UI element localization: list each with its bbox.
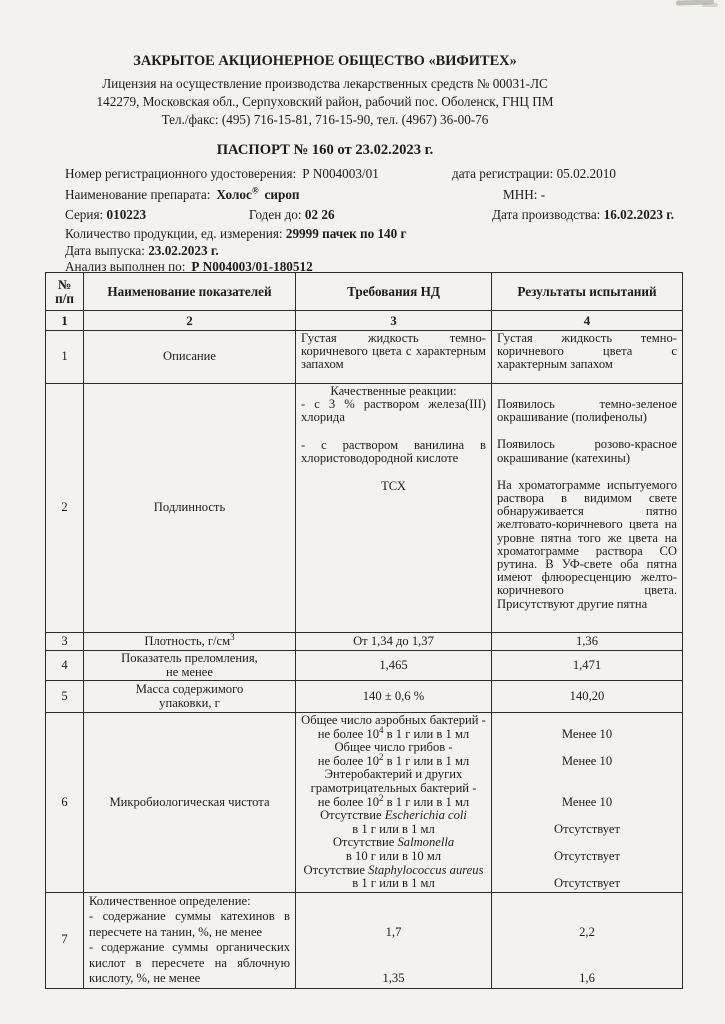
reg-number-label: Номер регистрационного удостоверения: [65,166,297,181]
table-row [46,681,683,713]
cell-res: 140,20 [492,681,683,713]
cell-name: Масса содержимого упаковки, г [84,681,296,713]
cell-num: 3 [46,633,84,651]
reg-number-value: Р N004003/01 [302,166,379,181]
company-name: ЗАКРЫТОЕ АКЦИОНЕРНОЕ ОБЩЕСТВО «ВИФИТЕХ» [133,53,517,69]
registration-meta [65,166,683,275]
analysis-label: Анализ выполнен по: [65,259,186,274]
drug-name-label: Наименование препарата: [65,187,211,202]
production-date-field: Дата производства: 16.02.2023 г. [492,207,675,222]
series-line [65,207,683,226]
cell-name: Подлинность [84,384,296,633]
inn-field: МНН: - [503,187,546,202]
column-header-1: № п/п [46,273,84,311]
cell-res: Менее 10 Менее 10 Менее 10 Отсутствует Отсутствует Отсутствует [492,713,683,893]
column-header-2: Наименование показателей [84,273,296,311]
registration-number-line [65,166,683,187]
analysis-value: Р N004003/01-180512 [191,259,313,274]
cell-num: 7 [46,892,84,988]
cell-name: Микробиологическая чистота [84,713,296,893]
quantity-label: Количество продукции, ед. измерения: [65,226,283,241]
cell-req: 1,465 [296,651,492,681]
cell-req: Общее число аэробных бактерий - не более $10^4$ в 1 г или в 1 мл Общее число грибов - не более $10^2$ в 1 г или в 1 мл Энтеробактерий и других грамотрицательных бактерий - не более $10^2$ в 1 г или в 1 мл Отсутствие Escherichia coli в 1 г или в 1 мл Отсутствие Salmonella в 10 г или в 10 мл Отсутствие Staphylococcus aureus в 1 г или в 1 мл [296,713,492,893]
column-number-2: 2 [84,311,296,331]
release-date-label: Дата выпуска: [65,243,145,258]
column-header-4: Результаты испытаний [492,273,683,311]
table-row [46,633,683,651]
cell-req: Густая жидкость темно-коричневого цвета с характерным запахом [296,331,492,384]
spec-table [45,272,683,989]
table-row [46,892,683,988]
drug-name-line [65,187,683,207]
cell-num: 6 [46,713,84,893]
cell-req: Качественные реакции: - с 3 % раствором железа(III) хлорида - с раствором ванилина в хлористоводородной кислоте ТСХ [296,384,492,633]
cell-req: От 1,34 до 1,37 [296,633,492,651]
drug-form-value: сироп [264,187,300,202]
cell-req: 140 ± 0,6 % [296,681,492,713]
quantity-line [65,226,683,243]
license-line: Лицензия на осуществление производства лекарственных средств № 00031-ЛС [102,76,548,91]
cell-num: 5 [46,681,84,713]
quantity-value: 29999 пачек по 140 г [285,226,407,241]
column-number-row [46,311,683,331]
drug-name-value: Холос [216,187,252,202]
table-row [46,651,683,681]
expiry-field: Годен до: 02 26 [249,207,335,222]
cell-num: 4 [46,651,84,681]
cell-req: 1,7 1,35 [296,892,492,988]
spec-table-head [46,273,683,331]
registered-trademark-icon: ® [251,185,259,196]
column-number-3: 3 [296,311,492,331]
series-label: Серия: [65,207,104,222]
table-row [46,331,683,384]
table-row [46,384,683,633]
cell-name: Описание [84,331,296,384]
cell-res: Густая жидкость темно-коричневого цвета с характерным запахом [492,331,683,384]
scan-smudge-light [702,3,718,7]
cell-name: Плотность, $г/см^3$ [84,633,296,651]
phone-line: Тел./факс: (495) 716-15-81, 716-15-90, тел. (4967) 36-00-76 [161,112,489,127]
release-date-line [65,243,683,259]
column-number-1: 1 [46,311,84,331]
cell-res: 1,36 [492,633,683,651]
cell-res: Появилось темно-зеленое окрашивание (полифенолы) Появилось розово-красное окрашивание (катехины) На хроматограмме испытуемого раствора в видимом свете обнаруживается пятно желтовато-коричневого цвета на уровне пятна того же цвета на хроматограмме раствора СО рутина. В УФ-свете оба пятна имеют флюоресценцию желто-коричневого цвета. Присутствуют другие пятна [492,384,683,633]
passport-title: ПАСПОРТ № 160 от 23.02.2023 г. [216,142,434,158]
address-line: 142279, Московская обл., Серпуховский район, рабочий пос. Оболенск, ГНЦ ПМ [96,94,554,109]
cell-num: 1 [46,331,84,384]
cell-res: 2,2 1,6 [492,892,683,988]
table-header-row [46,273,683,311]
series-value: 010223 [106,207,147,222]
release-date-value: 23.02.2023 г. [148,243,219,258]
cell-name: Показатель преломления, не менее [84,651,296,681]
document-header [45,52,605,159]
cell-num: 2 [46,384,84,633]
cell-res: 1,471 [492,651,683,681]
spec-table-body [46,331,683,989]
cell-name: Количественное определение: - содержание суммы катехинов в пересчете на танин, %, не менее - содержание суммы органических кислот в пересчете на яблочную кислоту, %, не менее [84,892,296,988]
reg-date: дата регистрации: 05.02.2010 [452,166,616,181]
table-row [46,713,683,893]
column-header-3: Требования НД [296,273,492,311]
column-number-4: 4 [492,311,683,331]
